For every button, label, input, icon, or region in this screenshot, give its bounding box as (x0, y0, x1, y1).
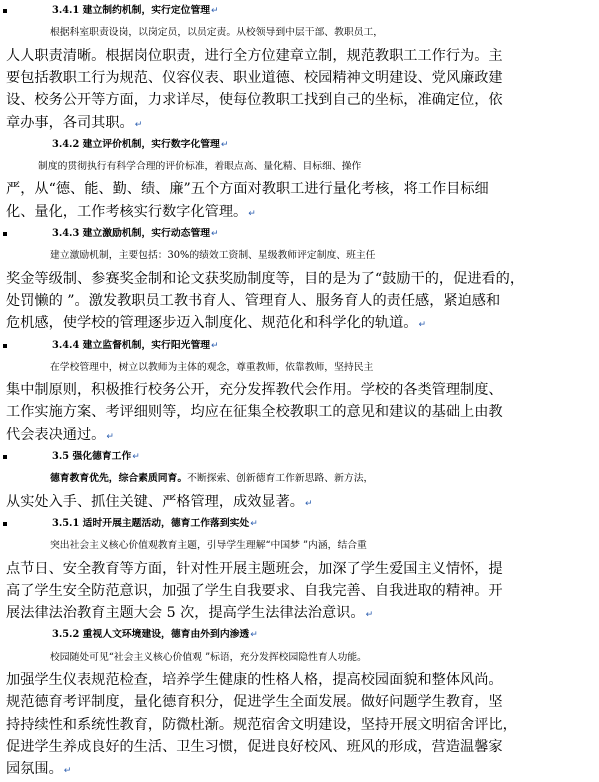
body-text-line (6, 112, 593, 134)
paragraph-mark-icon: ↵ (211, 6, 219, 16)
line-text: 奖金等级制、参赛奖金制和论文获奖励制度等，目的是为了“鼓励干的，促进看的， (6, 270, 525, 287)
line-text: 促进学生养成良好的生活、卫生习惯，促进良好校风、班风的形成，营造温馨家 (6, 738, 503, 755)
line-text: 建立激励机制，主要包括：30%的绩效工资制、星级教师评定制度、班主任 (50, 250, 376, 262)
line-text: 制度的贯彻执行有科学合理的评价标准，着眼点高、量化精、目标细、操作 (38, 161, 362, 173)
line-text: 加强学生仪表规范检查，培养学生健康的性格人格，提高校园面貌和整体风尚。 (6, 672, 503, 688)
line-text: 根据科室职责设岗，以岗定员，以员定责。从校领导到中层干部、教职员工， (50, 27, 384, 39)
line-text: 突出社会主义核心价值观教育主题，引导学生理解“中国梦 ”内涵，结合重 (50, 540, 367, 552)
line-text: 高了学生安全防范意识，加强了学生自我要求、自我完善、自我进取的精神。开 (6, 582, 503, 599)
line-text: 3.5 强化德育工作 (52, 451, 132, 462)
line-text: 园氛围。 (6, 761, 63, 778)
body-text-line (6, 669, 593, 691)
paragraph-mark-icon: ↵ (132, 452, 140, 462)
body-text-line (6, 156, 599, 178)
section-heading (6, 513, 599, 535)
line-text: 在学校管理中，树立以教师为主体的观念，尊重教师，依靠教师，坚持民主 (50, 361, 374, 373)
body-text-line (6, 312, 593, 334)
body-text-line (6, 201, 593, 223)
body-text-line (6, 45, 593, 67)
line-text: 校园随处可见“社会主义核心价值观 ”标语，充分发挥校园隐性育人功能。 (50, 651, 367, 663)
paragraph-mark-icon: ↵ (365, 610, 374, 621)
body-text-line (6, 580, 593, 602)
section-heading (6, 446, 599, 468)
body-text-line (6, 290, 593, 312)
line-text: 规范德育考评制度，量化德育积分，促进学生全面发展。做好问题学生教育，坚 (6, 694, 503, 711)
body-text-line (6, 468, 599, 490)
body-text-line (6, 22, 599, 44)
line-text: 3.4.3 建立激励机制，实行动态管理 (52, 228, 211, 239)
line-text: 设、校务公开等方面，力求详尽，使每位教职工找到自己的坐标，准确定位，依 (6, 92, 503, 109)
paragraph-mark-icon: ↵ (63, 766, 72, 777)
paragraph-mark-icon: ↵ (248, 208, 256, 219)
line-text: 点节日、安全教育等方面，针对性开展主题班会，加深了学生爱国主义情怀，提 (6, 560, 503, 577)
line-text: 不断探索、创新德育工作新思路、新方法， (187, 473, 374, 485)
line-text: 3.5.1 适时开展主题活动，德育工作落到实处 (52, 517, 250, 529)
line-text: 要包括教职工行为规范、仪容仪表、职业道德、校园精神文明建设、党风廉政建 (6, 69, 503, 86)
line-text: 人人职责清晰。根据岗位职责，进行全方位建章立制，规范教职工工作行为。主 (6, 47, 503, 64)
line-text: 持持续性和系统性教育，防微杜渐。规范宿舍文明建设，坚持开展文明宿舍评比， (6, 716, 517, 733)
bold-lead-text: 德育教育优先，综合素质同育。 (50, 473, 188, 485)
body-text-line (6, 89, 593, 111)
body-text-line (6, 691, 593, 713)
body-text-line (6, 245, 599, 267)
body-text-line (6, 178, 593, 200)
section-heading (6, 0, 599, 22)
section-heading (6, 134, 599, 156)
section-heading (6, 335, 599, 357)
paragraph-mark-icon: ↵ (304, 498, 313, 509)
line-text: 工作实施方案、考评细则等，均应在征集全校教职工的意见和建议的基础上由教 (6, 404, 503, 421)
paragraph-mark-icon: ↵ (211, 229, 219, 239)
body-text-line (6, 602, 593, 624)
line-text: 危机感，使学校的管理逐步迈入制度化、规范化和科学化的轨道。 (6, 315, 418, 332)
line-text: 展法律法治教育主题大会 5 次，提高学生法律法治意识。 (6, 605, 365, 622)
body-text-line (6, 357, 599, 379)
body-text-line (6, 758, 593, 780)
section-heading (6, 223, 599, 245)
line-text: 3.4.2 建立评价机制，实行数字化管理 (52, 138, 220, 150)
body-text-line (6, 491, 593, 513)
paragraph-mark-icon: ↵ (418, 320, 426, 331)
body-text-line (6, 714, 593, 736)
line-text: 从实处入手、抓住关键、严格管理，成效显著。 (6, 493, 304, 510)
line-text: 集中制原则，积极推行校务公开，充分发挥教代会作用。学校的各类管理制度、 (6, 382, 503, 399)
paragraph-mark-icon: ↵ (250, 518, 258, 529)
body-text-line (6, 67, 593, 89)
paragraph-mark-icon: ↵ (250, 630, 258, 641)
line-text: 3.5.2 重视人文环境建设，德育由外到内渗透 (52, 629, 250, 641)
body-text-line (6, 535, 599, 557)
section-heading (6, 624, 599, 646)
line-text: 3.4.4 建立监督机制，实行阳光管理 (52, 339, 211, 351)
line-text: 严，从“德、能、勤、绩、廉”五个方面对教职工进行量化考核，将工作目标细 (6, 181, 489, 198)
line-text: 化、量化，工作考核实行数字化管理。 (6, 203, 248, 220)
body-text-line (6, 647, 599, 669)
line-text: 处罚懒的 ”。激发教职员工教书育人、管理育人、服务育人的责任感，紧迫感和 (6, 292, 501, 309)
line-text: 章办事，各司其职。 (6, 114, 134, 131)
line-text: 代会表决通过。 (6, 426, 106, 443)
body-text-line (6, 268, 593, 290)
body-text-line (6, 558, 593, 580)
paragraph-mark-icon: ↵ (134, 119, 143, 130)
paragraph-mark-icon: ↵ (220, 139, 229, 150)
body-text-line (6, 736, 593, 758)
body-text-line (6, 379, 593, 401)
body-text-line (6, 401, 593, 423)
body-text-line (6, 424, 593, 446)
paragraph-mark-icon: ↵ (211, 340, 219, 351)
paragraph-mark-icon: ↵ (106, 431, 114, 442)
line-text: 3.4.1 建立制约机制，实行定位管理 (52, 5, 211, 16)
